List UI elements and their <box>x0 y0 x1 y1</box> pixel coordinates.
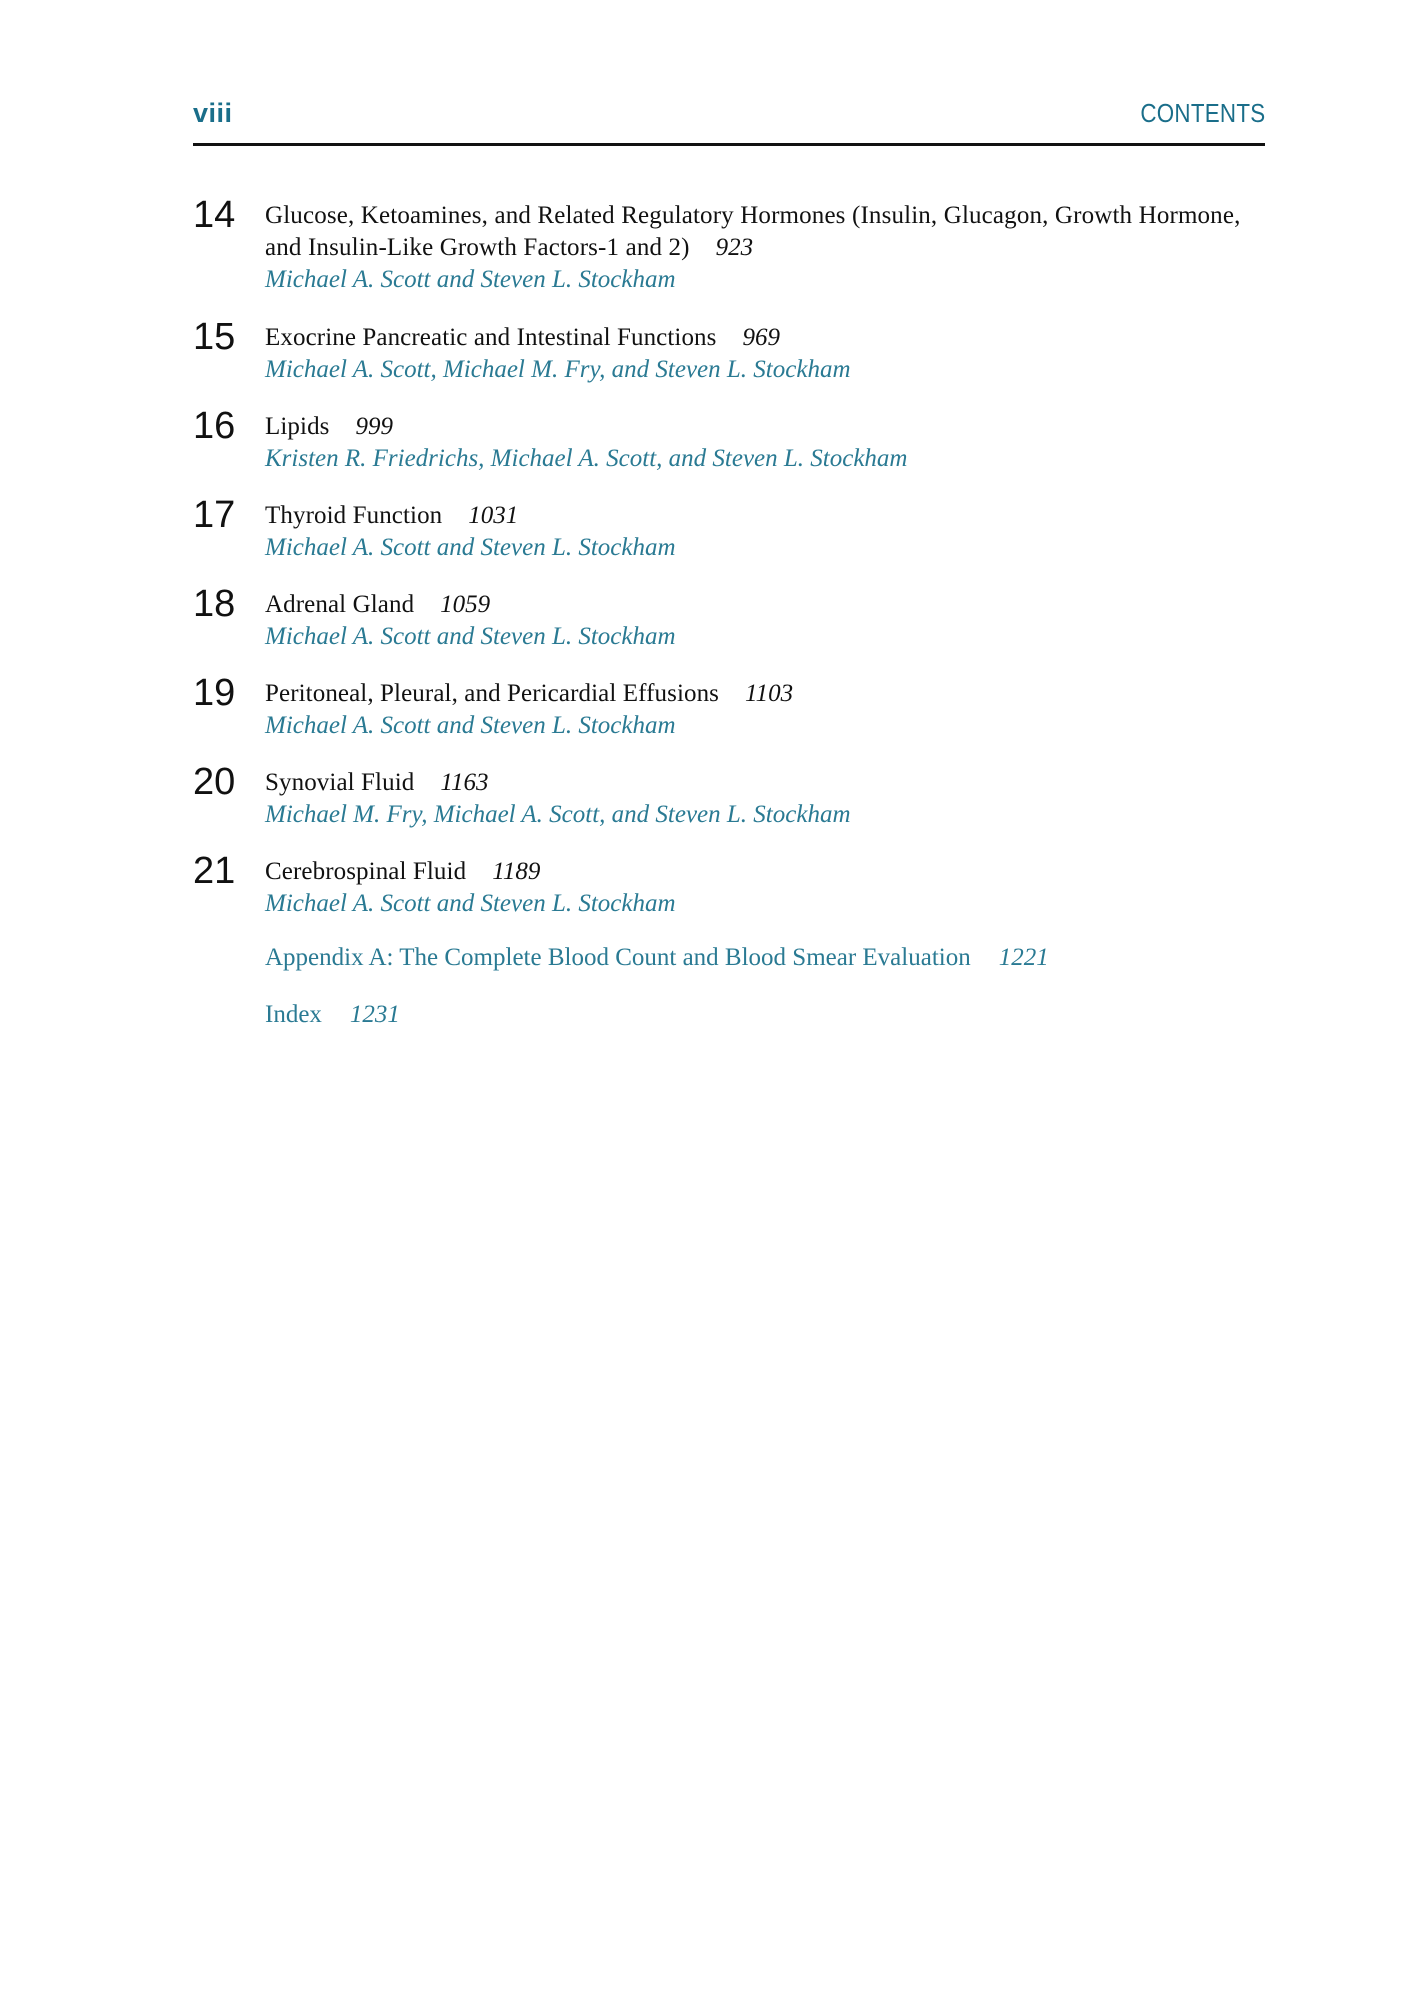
chapter-page-number: 1059 <box>440 591 491 618</box>
chapter-title: Synovial Fluid <box>265 769 415 796</box>
chapter-authors: Michael A. Scott and Steven L. Stockham <box>265 266 676 293</box>
chapter-title-line <box>265 589 1265 621</box>
chapter-authors: Michael A. Scott and Steven L. Stockham <box>265 712 676 739</box>
chapter-page-number: 999 <box>355 413 393 440</box>
page-number: viii <box>193 98 233 128</box>
chapter-authors: Michael A. Scott and Steven L. Stockham <box>265 623 676 650</box>
chapter-title-line <box>265 500 1265 532</box>
chapter-title: Glucose, Ketoamines, and Related Regulatory Hormones (Insulin, Glucagon, Growth Hormone, and Insulin-Like Growth Factors-1 and 2) <box>265 202 1241 261</box>
chapter-title: Lipids <box>265 413 330 440</box>
chapter-title-line <box>265 322 1265 354</box>
toc-entry-appendix-a[interactable] <box>265 942 1049 974</box>
chapter-title-line <box>265 200 1265 264</box>
appendix-title: Appendix A: The Complete Blood Count and Blood Smear Evaluation <box>265 944 971 971</box>
chapter-title-line <box>265 411 1265 443</box>
index-page-number: 1231 <box>349 1001 400 1028</box>
chapter-authors: Michael A. Scott, Michael M. Fry, and Steven L. Stockham <box>265 356 851 383</box>
chapter-title: Thyroid Function <box>265 502 443 529</box>
chapter-title-line <box>265 767 1265 799</box>
appendix-page-number: 1221 <box>998 944 1049 971</box>
chapter-number: 17 <box>193 494 236 536</box>
index-title: Index <box>265 1001 322 1028</box>
chapter-authors: Michael A. Scott and Steven L. Stockham <box>265 534 676 561</box>
chapter-page-number: 1163 <box>440 769 489 796</box>
toc-entry-index[interactable] <box>265 999 400 1031</box>
chapter-page-number: 969 <box>742 324 780 351</box>
chapter-number: 20 <box>193 761 236 803</box>
chapter-title: Peritoneal, Pleural, and Pericardial Effusions <box>265 680 720 707</box>
chapter-page-number: 1031 <box>468 502 519 529</box>
chapter-title: Cerebrospinal Fluid <box>265 858 467 885</box>
page-header <box>193 92 1265 136</box>
running-head: CONTENTS <box>1139 98 1265 128</box>
chapter-number: 15 <box>193 316 236 358</box>
chapter-number: 18 <box>193 583 236 625</box>
chapter-title-line <box>265 856 1265 888</box>
chapter-number: 21 <box>193 850 236 892</box>
chapter-number: 14 <box>193 194 236 236</box>
chapter-authors: Michael M. Fry, Michael A. Scott, and Steven L. Stockham <box>265 801 851 828</box>
chapter-authors: Kristen R. Friedrichs, Michael A. Scott, and Steven L. Stockham <box>265 445 908 472</box>
chapter-title-line <box>265 678 1265 710</box>
header-rule <box>193 143 1265 146</box>
chapter-authors: Michael A. Scott and Steven L. Stockham <box>265 890 676 917</box>
chapter-title: Exocrine Pancreatic and Intestinal Functions <box>265 324 717 351</box>
chapter-number: 19 <box>193 672 236 714</box>
chapter-page-number: 1103 <box>745 680 794 707</box>
chapter-page-number: 1189 <box>492 858 541 885</box>
chapter-title: Adrenal Gland <box>265 591 415 618</box>
chapter-number: 16 <box>193 405 236 447</box>
chapter-page-number: 923 <box>715 234 754 261</box>
